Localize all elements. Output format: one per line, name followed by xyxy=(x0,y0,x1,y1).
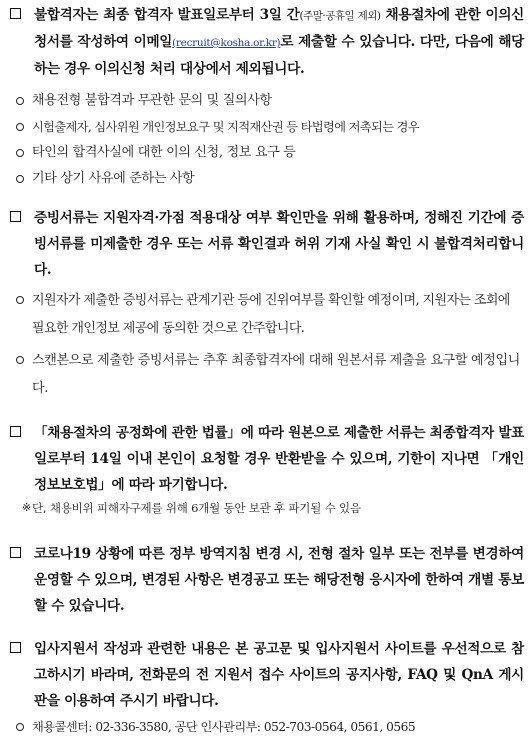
section-heading xyxy=(10,2,524,82)
section-heading: 증빙서류는 지원자격·가점 적용대상 여부 확인만을 위해 활용하며, 정해진 기간에 증빙서류를 미제출한 경우 또는 서류 확인결과 허위 기재 사실 확인 시 불합격처리합니다. xyxy=(10,205,524,283)
list-item: 시험출제자, 심사위원 개인정보요구 및 지적재산권 등 타법령에 저촉되는 경우 xyxy=(10,114,524,140)
section-inquiry xyxy=(10,636,524,740)
section-return xyxy=(10,420,524,518)
circle-bullet-icon xyxy=(16,123,24,131)
circle-bullet-icon xyxy=(16,97,24,105)
circle-bullet-icon xyxy=(16,149,24,157)
documents-list xyxy=(10,287,524,403)
contact-item: 채용콜센터: 02-336-3580, 공단 인사관리부: 052-703-0564, 0561, 0565 xyxy=(10,714,524,740)
list-item: 채용전형 불합격과 무관한 문의 및 질의사항 xyxy=(10,88,524,114)
section-heading: 코로나19 상황에 따른 정부 방역지침 변경 시, 전형 절차 일부 또는 전부를 변경하여 운영할 수 있으며, 변경된 사항은 변경공고 또는 해당전형 응시자에 한하여 개별 통보할 수 있습니다. xyxy=(10,541,524,619)
appeal-exclusion-list xyxy=(10,88,524,192)
section-covid xyxy=(10,541,524,619)
list-item: 기타 상기 사유에 준하는 사항 xyxy=(10,166,524,192)
footnote: ※ 단, 채용비위 피해자구제를 위해 6개월 동안 보관 후 파기될 수 있음 xyxy=(10,498,524,518)
list-item: 지원자가 제출한 증빙서류는 관계기관 등에 진위여부를 확인할 예정이며, 지원자는 조회에 필요한 개인정보 제공에 동의한 것으로 간주합니다. xyxy=(10,287,524,343)
checkbox-icon xyxy=(10,211,21,222)
email-link[interactable]: (recruit@kosha.or.kr) xyxy=(172,37,281,49)
heading-note: (주말·공휴일 제외) xyxy=(299,10,381,22)
circle-bullet-icon xyxy=(16,175,24,183)
checkbox-icon xyxy=(10,426,21,437)
heading-text: 채용절차에 관한 이의신청서를 작성하여 이메일 xyxy=(34,7,524,50)
reference-mark: ※ xyxy=(22,501,32,514)
section-heading: 「채용절차의 공정화에 관한 법률」에 따라 원본으로 제출한 서류는 최종합격자 발표일로부터 14일 이내 본인이 요청할 경우 반환받을 수 있으며, 기한이 지나면 「개인정보보호법」에 따라 파기합니다. xyxy=(10,420,524,498)
checkbox-icon xyxy=(10,8,21,19)
section-documents xyxy=(10,205,524,403)
list-item: 스캔본으로 제출한 증빙서류는 추후 최종합격자에 대해 원본서류 제출을 요구할 예정입니다. xyxy=(10,347,524,403)
list-item: 타인의 합격사실에 대한 이의 신청, 정보 요구 등 xyxy=(10,140,524,166)
section-appeal xyxy=(10,2,524,192)
section-heading: 입사지원서 작성과 관련한 내용은 본 공고문 및 입사지원서 사이트를 우선적으로 참고하시기 바라며, 전화문의 전 지원서 접수 사이트의 공지사항, FAQ 및 QnA 게시판을 이용하여 주시기 바랍니다. xyxy=(10,636,524,714)
checkbox-icon xyxy=(10,642,21,653)
heading-text: 로 제출할 수 있습니다. 다만, 다음에 해당하는 경우 이의신청 처리 대상에서 제외됩니다. xyxy=(34,34,524,77)
checkbox-icon xyxy=(10,547,21,558)
circle-bullet-icon xyxy=(16,356,24,364)
circle-bullet-icon xyxy=(16,723,24,731)
heading-text: 불합격자는 최종 합격자 발표일로부터 3일 간 xyxy=(34,7,300,23)
circle-bullet-icon xyxy=(16,296,24,304)
